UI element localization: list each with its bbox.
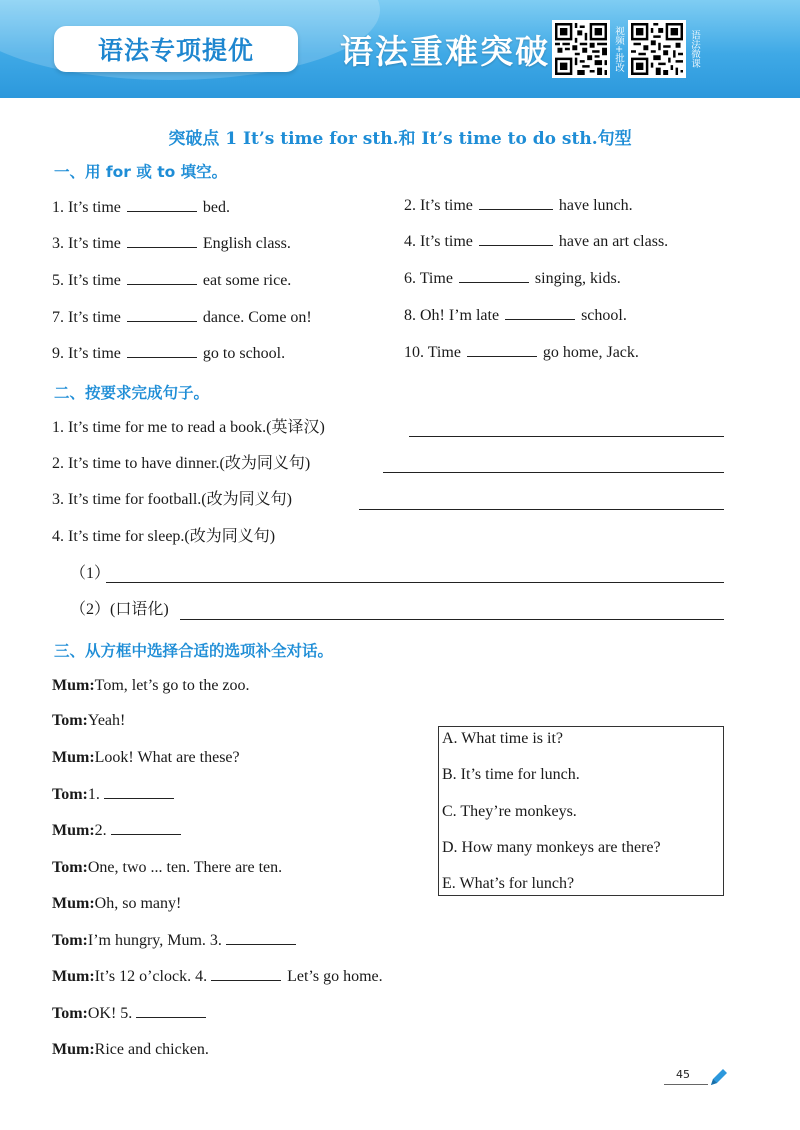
- dialogue-line: [52, 748, 240, 768]
- s2-item-3: 3. It’s time for football.(改为同义句): [52, 491, 292, 508]
- speaker: Mum:: [52, 1041, 95, 1058]
- item-text: eat some rice.: [202, 272, 292, 289]
- option-e: E. What’s for lunch?: [442, 875, 575, 892]
- s2-item-4: 4. It’s time for sleep.(改为同义句): [52, 528, 276, 545]
- item-text: It’s time: [68, 199, 121, 216]
- option-d: D. How many monkeys are there?: [442, 839, 661, 856]
- s2-item-1: 1. It’s time for me to read a book.(英译汉): [52, 419, 325, 436]
- speaker: Tom:: [52, 1005, 88, 1022]
- item-text: singing, kids.: [534, 270, 621, 287]
- speaker: Mum:: [52, 968, 95, 985]
- answer-line[interactable]: [359, 509, 724, 510]
- answer-blank[interactable]: [104, 785, 174, 799]
- s2-item-2: 2. It’s time to have dinner.(改为同义句): [52, 455, 311, 472]
- s1-item-2: [404, 196, 633, 216]
- dialogue-line: [52, 894, 181, 914]
- dialogue-line: [52, 711, 125, 731]
- dialogue-line: [52, 931, 302, 951]
- dialogue-text: It’s 12 o’clock. 4.: [94, 968, 208, 985]
- dialogue-line: [52, 1040, 209, 1060]
- item-text: English class.: [202, 235, 291, 252]
- answer-blank[interactable]: [467, 343, 537, 357]
- qr-code-icon[interactable]: [552, 20, 610, 78]
- page-number-rule: [664, 1084, 708, 1085]
- answer-blank[interactable]: [505, 306, 575, 320]
- s1-item-10: [404, 343, 639, 363]
- s2-sub-1: （1）: [70, 565, 111, 582]
- item-number: 7.: [52, 309, 64, 326]
- answer-blank[interactable]: [127, 308, 197, 322]
- s1-item-3: [52, 234, 291, 254]
- item-text: It’s time: [68, 345, 121, 362]
- s1-item-8: [404, 306, 627, 326]
- dialogue-text: Let’s go home.: [287, 968, 383, 985]
- option-b: B. It’s time for lunch.: [442, 766, 580, 783]
- section2-heading: 二、按要求完成句子。: [54, 384, 210, 402]
- answer-blank[interactable]: [136, 1004, 206, 1018]
- answer-line[interactable]: [106, 582, 724, 583]
- item-number: 9.: [52, 345, 64, 362]
- answer-blank[interactable]: [479, 232, 553, 246]
- answer-line[interactable]: [409, 436, 724, 437]
- item-text: Time: [419, 270, 453, 287]
- s1-item-4: [404, 232, 668, 252]
- dialogue-text: 1.: [87, 786, 100, 803]
- item-text: go to school.: [202, 345, 286, 362]
- item-text: have lunch.: [558, 197, 633, 214]
- item-text: It’s time: [68, 309, 121, 326]
- qr-code-icon[interactable]: [628, 20, 686, 78]
- speaker: Tom:: [52, 786, 88, 803]
- qr-pattern: [555, 23, 607, 75]
- dialogue-line: [52, 858, 282, 878]
- item-number: 2.: [404, 197, 416, 214]
- speaker: Mum:: [52, 677, 95, 694]
- dialogue-text: I’m hungry, Mum. 3.: [87, 932, 222, 949]
- answer-blank[interactable]: [479, 196, 553, 210]
- option-c: C. They’re monkeys.: [442, 803, 577, 820]
- item-text: Time: [427, 344, 461, 361]
- item-text: It’s time: [420, 233, 473, 250]
- speaker: Tom:: [52, 712, 88, 729]
- section1-heading: 一、用 for 或 to 填空。: [54, 163, 228, 181]
- answer-blank[interactable]: [211, 967, 281, 981]
- option-a: A. What time is it?: [442, 730, 564, 747]
- item-text: go home, Jack.: [542, 344, 639, 361]
- dialogue-line: [52, 1004, 212, 1024]
- pencil-icon: [708, 1066, 730, 1088]
- item-number: 10.: [404, 344, 424, 361]
- dialogue-text: One, two ... ten. There are ten.: [87, 859, 283, 876]
- dialogue-line: [52, 821, 187, 841]
- speaker: Mum:: [52, 822, 95, 839]
- item-text: school.: [581, 307, 627, 324]
- dialogue-text: Look! What are these?: [94, 749, 240, 766]
- answer-blank[interactable]: [226, 931, 296, 945]
- speaker: Tom:: [52, 859, 88, 876]
- dialogue-line: [52, 967, 383, 987]
- answer-line[interactable]: [180, 619, 724, 620]
- item-number: 3.: [52, 235, 64, 252]
- topic-title: 突破点 1 It’s time for sth.和 It’s time to do sth.句型: [168, 129, 632, 149]
- qr1-label: 视频+批改: [613, 26, 624, 72]
- speaker: Tom:: [52, 932, 88, 949]
- dialogue-text: Yeah!: [87, 712, 126, 729]
- s1-item-6: [404, 269, 621, 289]
- options-box: [438, 726, 724, 896]
- answer-blank[interactable]: [127, 271, 197, 285]
- dialogue-text: 2.: [94, 822, 107, 839]
- pill-label: 语法专项提优: [97, 36, 254, 65]
- item-number: 4.: [404, 233, 416, 250]
- item-text: Oh! I’m late: [420, 307, 500, 324]
- dialogue-text: Tom, let’s go to the zoo.: [94, 677, 250, 694]
- page-number: 45: [676, 1068, 690, 1081]
- banner-title: 语法重难突破: [340, 32, 550, 71]
- item-text: bed.: [202, 199, 230, 216]
- s1-item-9: [52, 344, 285, 364]
- section3-heading: 三、从方框中选择合适的选项补全对话。: [54, 642, 334, 660]
- section-pill: [54, 26, 298, 72]
- item-number: 6.: [404, 270, 416, 287]
- item-number: 8.: [404, 307, 416, 324]
- item-number: 5.: [52, 272, 64, 289]
- s1-item-1: [52, 198, 230, 218]
- speaker: Mum:: [52, 895, 95, 912]
- s1-item-5: [52, 271, 291, 291]
- s1-item-7: [52, 308, 312, 328]
- speaker: Mum:: [52, 749, 95, 766]
- qr-pattern: [631, 23, 683, 75]
- dialogue-text: Rice and chicken.: [94, 1041, 209, 1058]
- item-text: It’s time: [68, 272, 121, 289]
- dialogue-line: [52, 676, 250, 696]
- dialogue-line: [52, 785, 180, 805]
- answer-blank[interactable]: [127, 198, 197, 212]
- header-banner: [0, 0, 800, 98]
- item-text: It’s time: [420, 197, 473, 214]
- answer-blank[interactable]: [459, 269, 529, 283]
- dialogue-text: Oh, so many!: [94, 895, 182, 912]
- qr2-label: 语法微课: [689, 30, 700, 68]
- answer-line[interactable]: [383, 472, 724, 473]
- dialogue-text: OK! 5.: [87, 1005, 133, 1022]
- item-text: It’s time: [68, 235, 121, 252]
- item-number: 1.: [52, 199, 64, 216]
- item-text: have an art class.: [558, 233, 669, 250]
- s2-sub-2: （2）(口语化): [70, 601, 169, 618]
- answer-blank[interactable]: [127, 344, 197, 358]
- answer-blank[interactable]: [127, 234, 197, 248]
- answer-blank[interactable]: [111, 821, 181, 835]
- item-text: dance. Come on!: [202, 309, 312, 326]
